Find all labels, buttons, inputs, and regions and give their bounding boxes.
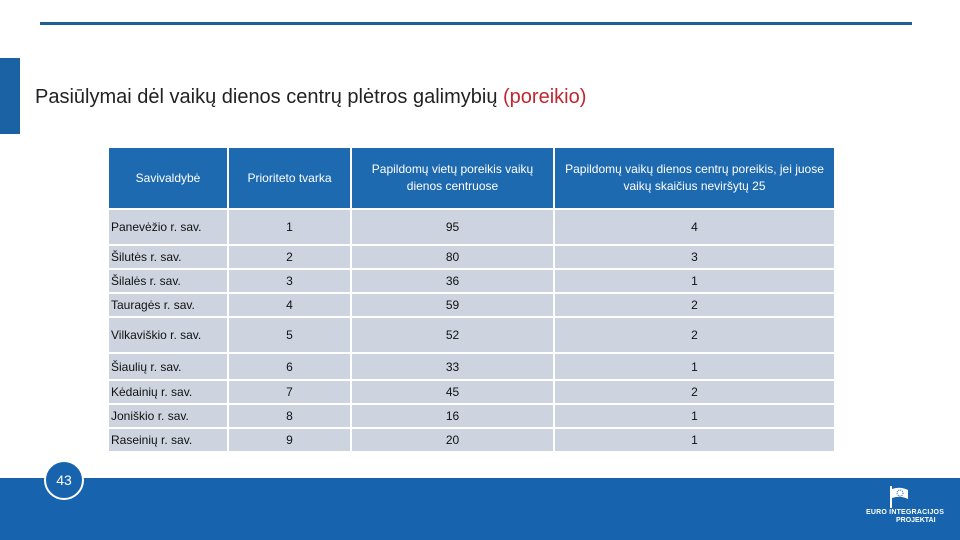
- cell-centers: 2: [555, 318, 834, 352]
- title-accent-bar: [0, 58, 20, 134]
- cell-municipality: Joniškio r. sav.: [109, 405, 227, 427]
- cell-priority: 1: [229, 210, 350, 244]
- table-row: [109, 381, 834, 403]
- header-places-need: Papildomų vietų poreikis vaikų dienos centruose: [352, 148, 553, 208]
- cell-priority: 7: [229, 381, 350, 403]
- cell-places: 80: [352, 246, 553, 268]
- cell-municipality: Šiaulių r. sav.: [109, 354, 227, 379]
- cell-priority: 4: [229, 294, 350, 316]
- cell-priority: 8: [229, 405, 350, 427]
- cell-centers: 1: [555, 429, 834, 451]
- table-row: [109, 246, 834, 268]
- cell-municipality: Raseinių r. sav.: [109, 429, 227, 451]
- top-divider: [40, 22, 912, 25]
- cell-centers: 1: [555, 270, 834, 292]
- cell-municipality: Šilalės r. sav.: [109, 270, 227, 292]
- table-row: [109, 318, 834, 352]
- cell-centers: 2: [555, 294, 834, 316]
- table-row: [109, 270, 834, 292]
- cell-places: 20: [352, 429, 553, 451]
- logo-line2: PROJEKTAI: [896, 517, 936, 524]
- header-municipality: Savivaldybė: [109, 148, 227, 208]
- cell-priority: 5: [229, 318, 350, 352]
- table-row: [109, 354, 834, 379]
- logo-line1: EURO INTEGRACIJOS: [866, 509, 945, 516]
- cell-centers: 1: [555, 354, 834, 379]
- cell-places: 59: [352, 294, 553, 316]
- municipality-table: [107, 146, 836, 453]
- table-header-row: [109, 148, 834, 208]
- cell-centers: 4: [555, 210, 834, 244]
- cell-places: 36: [352, 270, 553, 292]
- slide-title: [35, 86, 586, 109]
- cell-centers: 1: [555, 405, 834, 427]
- cell-priority: 9: [229, 429, 350, 451]
- cell-places: 95: [352, 210, 553, 244]
- title-highlight: (poreikio): [503, 86, 587, 108]
- table-row: [109, 294, 834, 316]
- cell-municipality: Tauragės r. sav.: [109, 294, 227, 316]
- title-main: Pasiūlymai dėl vaikų dienos centrų plėtros galimybių: [35, 86, 498, 108]
- logo-flag-icon: [888, 486, 912, 508]
- cell-places: 16: [352, 405, 553, 427]
- header-priority: Prioriteto tvarka: [229, 148, 350, 208]
- cell-municipality: Panevėžio r. sav.: [109, 210, 227, 244]
- header-centers-need: Papildomų vaikų dienos centrų poreikis, jei juose vaikų skaičius neviršytų 25: [555, 148, 834, 208]
- page-number: 43: [44, 460, 84, 500]
- cell-centers: 2: [555, 381, 834, 403]
- cell-centers: 3: [555, 246, 834, 268]
- cell-priority: 6: [229, 354, 350, 379]
- cell-municipality: Kėdainių r. sav.: [109, 381, 227, 403]
- cell-places: 52: [352, 318, 553, 352]
- footer-bar: [0, 478, 960, 540]
- cell-priority: 3: [229, 270, 350, 292]
- cell-municipality: Vilkaviškio r. sav.: [109, 318, 227, 352]
- table-row: [109, 405, 834, 427]
- table-row: [109, 210, 834, 244]
- table-row: [109, 429, 834, 451]
- cell-municipality: Šilutės r. sav.: [109, 246, 227, 268]
- cell-priority: 2: [229, 246, 350, 268]
- euro-integracijos-logo: [866, 486, 945, 530]
- cell-places: 45: [352, 381, 553, 403]
- cell-places: 33: [352, 354, 553, 379]
